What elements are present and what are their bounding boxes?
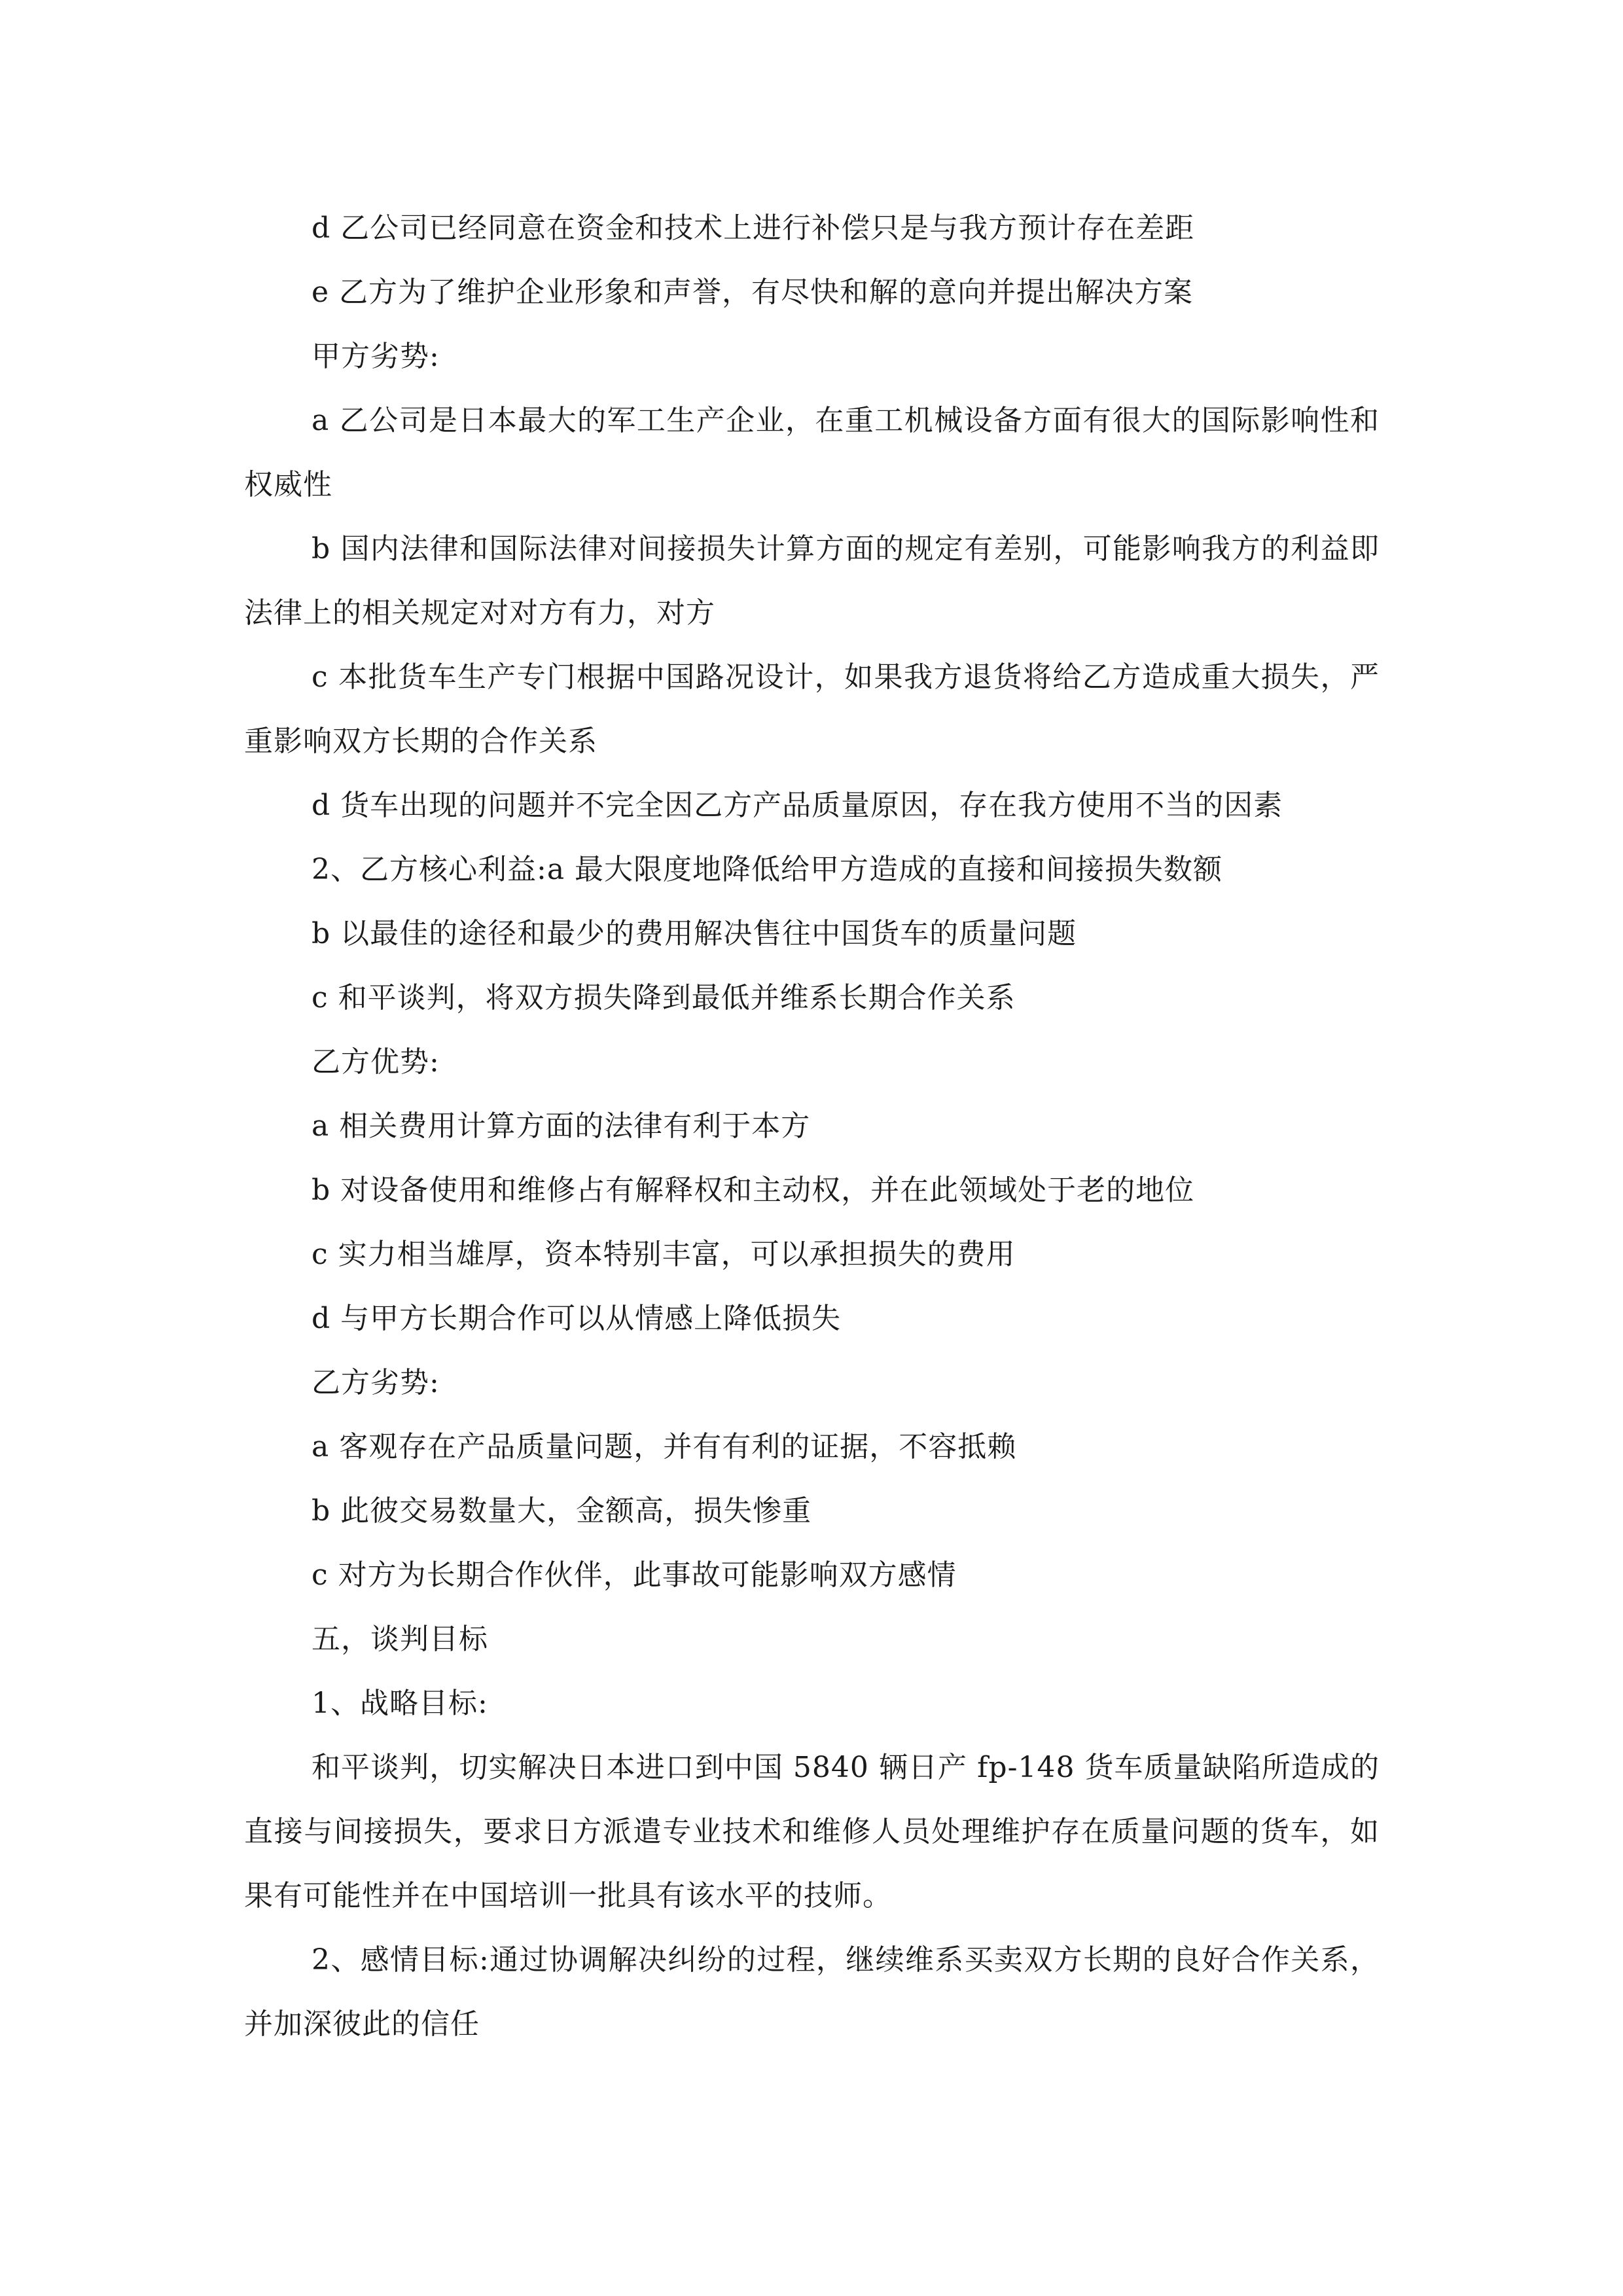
paragraph-17: a 客观存在产品质量问题，并有有利的证据，不容抵赖 (312, 1430, 1017, 1463)
paragraph-23: 2、感情目标:通过协调解决纠纷的过程，继续维系买卖双方长期的良好合作关系，并加深彼此的信任 (244, 1943, 1380, 2041)
document-body (244, 196, 1380, 2056)
paragraph-15: d 与甲方长期合作可以从情感上降低损失 (312, 1302, 842, 1335)
section-heading-party-a-weaknesses: 甲方劣势: (312, 340, 440, 373)
section-heading-party-b-strengths: 乙方优势: (312, 1045, 440, 1079)
paragraph-22: 和平谈判，切实解决日本进口到中国 5840 辆日产 fp-148 货车质量缺陷所造成的直接与间接损失，要求日方派遣专业技术和维修人员处理维护存在质量问题的货车，如果有可能性并在中国培训一批具有该水平的技师。 (244, 1751, 1380, 1912)
paragraph-19: c 对方为长期合作伙伴，此事故可能影响双方感情 (312, 1558, 957, 1592)
section-heading-strategic-goal: 1、战略目标: (312, 1687, 488, 1720)
paragraph-4: a 乙公司是日本最大的军工生产企业，在重工机械设备方面有很大的国际影响性和权威性 (244, 404, 1380, 501)
paragraph-9: b 以最佳的途径和最少的费用解决售往中国货车的质量问题 (312, 917, 1077, 950)
paragraph-12: a 相关费用计算方面的法律有利于本方 (312, 1109, 811, 1143)
paragraph-5: b 国内法律和国际法律对间接损失计算方面的规定有差别，可能影响我方的利益即法律上的相关规定对对方有力，对方 (244, 532, 1380, 630)
paragraph-2: e 乙方为了维护企业形象和声誉，有尽快和解的意向并提出解决方案 (312, 276, 1194, 309)
paragraph-10: c 和平谈判，将双方损失降到最低并维系长期合作关系 (312, 981, 1016, 1014)
paragraph-1: d 乙公司已经同意在资金和技术上进行补偿只是与我方预计存在差距 (312, 211, 1195, 245)
section-heading-negotiation-goals: 五，谈判目标 (312, 1623, 488, 1656)
section-heading-party-b-weaknesses: 乙方劣势: (312, 1366, 440, 1399)
paragraph-8: 2、乙方核心利益:a 最大限度地降低给甲方造成的直接和间接损失数额 (312, 853, 1223, 886)
paragraph-13: b 对设备使用和维修占有解释权和主动权，并在此领域处于老的地位 (312, 1174, 1195, 1207)
paragraph-7: d 货车出现的问题并不完全因乙方产品质量原因，存在我方使用不当的因素 (312, 789, 1283, 822)
paragraph-18: b 此彼交易数量大，金额高，损失惨重 (312, 1494, 812, 1528)
paragraph-6: c 本批货车生产专门根据中国路况设计，如果我方退货将给乙方造成重大损失，严重影响双方长期的合作关系 (244, 660, 1380, 758)
paragraph-14: c 实力相当雄厚，资本特别丰富，可以承担损失的费用 (312, 1238, 1016, 1271)
